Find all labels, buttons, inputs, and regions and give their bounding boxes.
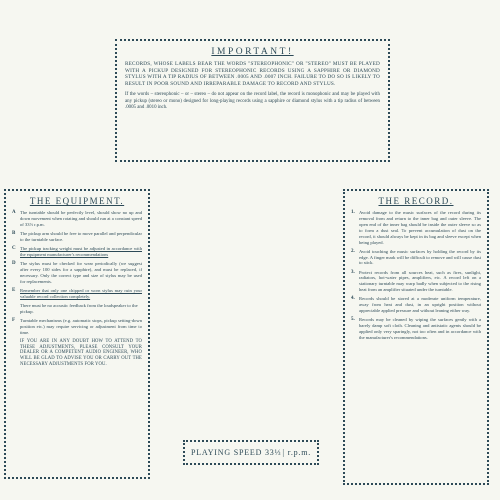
equipment-panel xyxy=(4,189,150,479)
speed-separator: | xyxy=(282,448,285,457)
item-marker: E xyxy=(12,287,16,293)
equipment-item-d xyxy=(12,261,142,285)
item-text: Avoid damage to the music surfaces of the record during its removal from and return to the inner bag and outer sleeve. The open end of the inner bag should be inside the outer sleeve so as to form a dust seal. To prevent accumulation of dust on the record, it should always be kept in its bag and sleeve except when being played. xyxy=(359,210,481,245)
important-notice-panel xyxy=(115,39,390,162)
item-marker: D xyxy=(12,260,16,266)
item-text: Records should be stored at a moderate uniform temperature, away from heat and dust, in an upright position without appreciable applied pressure and without leaning either way. xyxy=(359,296,481,314)
item-marker: C xyxy=(12,245,16,251)
dealer-advice-note: IF YOU ARE IN ANY DOUBT HOW TO ATTEND TO THESE ADJUSTMENTS, PLEASE CONSULT YOUR DEALER OR A COMPETENT AUDIO ENGINEER, WHO WILL BE GLAD TO ADVISE YOU OR CARRY OUT THE NECESSARY ADJUSTMENTS FOR YOU. xyxy=(20,338,142,368)
item-text: Remember that only one chipped or worn stylus may ruin your valuable record collection completely. xyxy=(20,287,142,299)
record-title: THE RECORD. xyxy=(378,196,454,206)
feedback-note: There must be no acoustic feedback from the loudspeaker to the pickup. xyxy=(20,302,138,314)
record-item-4 xyxy=(351,296,481,314)
equipment-title: THE EQUIPMENT. xyxy=(29,196,125,206)
record-item-3 xyxy=(351,270,481,294)
item-marker: F xyxy=(12,317,16,323)
item-text: The stylus must be checked for wear periodically (we suggest after every 100 sides for a sapphire), and must be replaced, if necessary. Only the correct type and size of stylus may be used for replacements. xyxy=(20,260,142,284)
record-item-5 xyxy=(351,317,481,341)
item-marker: B xyxy=(12,230,16,236)
item-marker: 3. xyxy=(351,269,355,275)
item-marker: 4. xyxy=(351,296,355,302)
equipment-item-e xyxy=(12,288,142,300)
item-text: Turntable mechanisms (e.g. automatic stops, pickup setting-down position etc.) may require servicing or adjustment from time to time. xyxy=(20,317,142,335)
speed-unit: r.p.m. xyxy=(287,448,312,457)
item-text: Protect records from all sources heat, such as fires, sunlight, radiators, hot-water pipes, amplifiers, etc. A record left on a stationary turntable may warp badly when subjected to the rising heat from an amplifier situated under the turntable. xyxy=(359,269,481,293)
record-item-2 xyxy=(351,249,481,267)
item-text: Records may be cleaned by wiping the surfaces gently with a barely damp soft cloth. Cleaning and antistatic agents should be applied only very sparingly, not too often and in accordance with the manufacturer's recommendations. xyxy=(359,317,481,340)
stereo-warning-text: RECORDS, WHOSE LABELS BEAR THE WORDS "STEREOPHONIC" OR "STEREO" MUST BE PLAYED WITH A PICKUP DESIGNED FOR STEREOPHONIC RECORDS USING A SAPPHIRE OR DIAMOND STYLUS WITH A TIP RADIUS OF BETWEEN .0005 AND .0007 INCH. FAILURE TO DO SO IS LIKELY TO RESULT IN POOR SOUND AND IRREPARABLE DAMAGE TO RECORD AND STYLUS. xyxy=(125,61,380,87)
equipment-item-c xyxy=(12,246,142,258)
item-marker: 2. xyxy=(351,248,355,254)
mono-note-text: If the words – stereophonic – or – stereo – do not appear on the record label, the record is monophonic and may be played with any pickup (stereo or mono) designed for long-playing records using a sapphire or diamond stylus with a tip radius of between .0005 and .0010 inch. xyxy=(125,92,380,110)
item-text: The turntable should be perfectly level, should show no up and down movement when rotating and should run at a constant speed of 33⅓ r.p.m. xyxy=(20,210,142,227)
record-panel xyxy=(343,189,489,485)
item-text: The pickup arm should be free to move parallel and perpendicular to the turntable surface. xyxy=(20,230,142,242)
item-text: Avoid touching the music surfaces by holding the record by its edge. A finger mark will be difficult to remove and will cause dust to stick. xyxy=(359,248,482,266)
important-title: IMPORTANT! xyxy=(211,47,294,57)
record-item-1 xyxy=(351,210,481,245)
playing-speed xyxy=(185,442,317,463)
item-marker: 5. xyxy=(351,317,355,323)
playing-speed-box xyxy=(183,440,319,465)
equipment-item-b xyxy=(12,231,142,243)
item-marker: 1. xyxy=(351,210,355,215)
item-text: The pickup tracking weight must be adjusted in accordance with the equipment manufacturer's recommendations xyxy=(20,245,142,257)
equipment-item-a xyxy=(12,210,142,228)
item-marker: A xyxy=(12,210,16,215)
equipment-item-f xyxy=(12,318,142,336)
playing-speed-label: PLAYING SPEED 33⅓ xyxy=(190,448,282,457)
